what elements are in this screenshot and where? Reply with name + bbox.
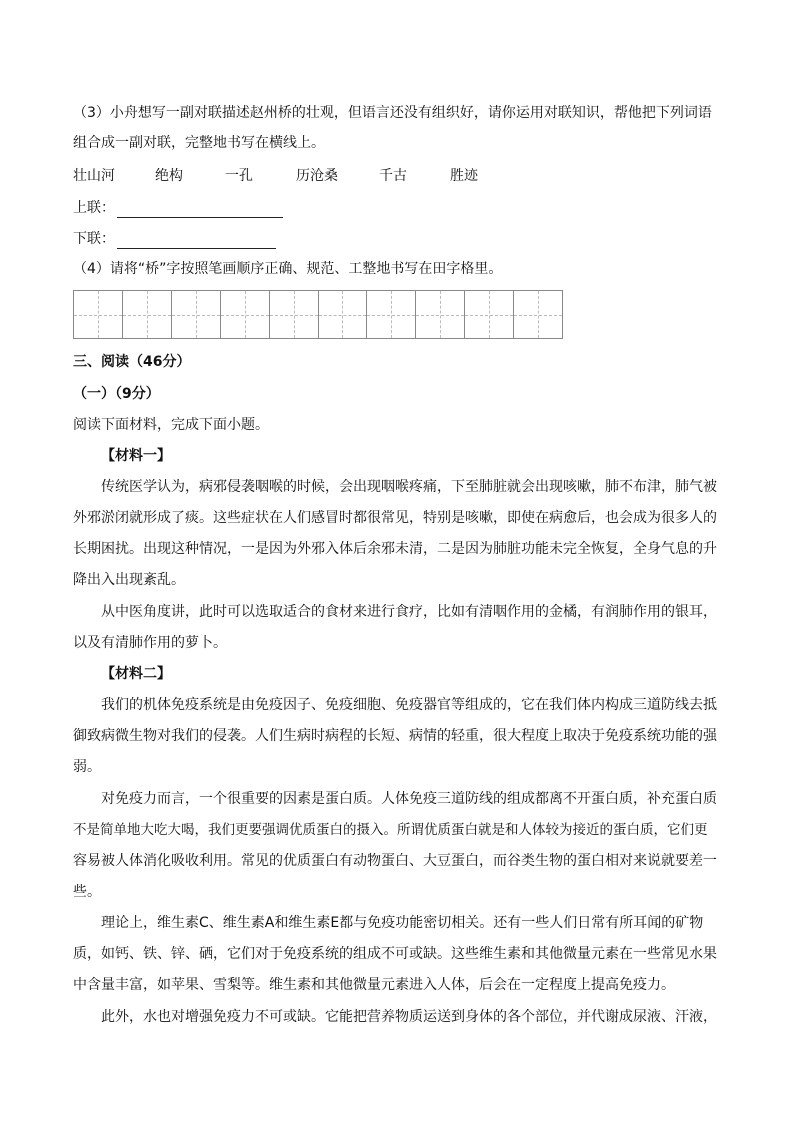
material-2-paragraph-1: 弱。: [73, 759, 101, 775]
word-item: 胜迹: [450, 168, 478, 184]
material-2-paragraph-3: 理论上，维生素C、维生素A和维生素E都与免疫功能密切相关。还有一些人们日常有所耳闻的矿物: [101, 915, 704, 931]
material-1-paragraph-1: 长期困扰。出现这种情况，一是因为外邪入体后余邪未清，二是因为肺脏功能未完全恢复，全身气息的升: [73, 541, 717, 557]
tianzige-cell[interactable]: [270, 291, 319, 338]
material-2-paragraph-4: 此外，水也对增强免疫力不可或缺。它能把营养物质运送到身体的各个部位，并代谢成尿液、汗液，: [101, 1009, 717, 1025]
material-1-paragraph-1: 降出入出现紊乱。: [73, 572, 185, 588]
material-1-paragraph-1: 外邪淤闭就形成了痰。这些症状在人们感冒时都很常见，特别是咳嗽，即使在病愈后，也会成为很多人的: [73, 510, 717, 526]
lower-couplet-answer-line[interactable]: [117, 234, 276, 249]
tianzige-cell[interactable]: [514, 291, 562, 338]
part-1-title: （一）（9分）: [73, 386, 160, 402]
material-2-paragraph-3: 中含量丰富，如苹果、雪梨等。维生素和其他微量元素进入人体，后会在一定程度上提高免疫力。: [73, 977, 675, 993]
upper-couplet-label: 上联：: [73, 200, 115, 216]
word-item: 一孔: [225, 168, 253, 184]
reading-instruction: 阅读下面材料，完成下面小题。: [73, 417, 269, 433]
tianzige-cell[interactable]: [74, 291, 123, 338]
q4-instruction: （4）请将“桥”字按照笔画顺序正确、规范、工整地书写在田字格里。: [73, 261, 503, 277]
lower-couplet-label: 下联：: [73, 231, 115, 247]
q3-line-1: （3）小舟想写一副对联描述赵州桥的壮观，但语言还没有组织好，请你运用对联知识，帮他把下列词语: [73, 105, 712, 121]
tianzige-cell[interactable]: [416, 291, 465, 338]
material-2-paragraph-2: 些。: [73, 884, 101, 900]
material-2-paragraph-2: 不是简单地大吃大喝，我们更要强调优质蛋白的摄入。所谓优质蛋白就是和人体较为接近的蛋白质，它们更: [73, 822, 708, 838]
tianzige-cell[interactable]: [221, 291, 270, 338]
q3-line-2: 组合成一副对联，完整地书写在横线上。: [73, 135, 325, 151]
upper-couplet-answer-line[interactable]: [117, 203, 283, 218]
word-item: 壮山河: [73, 168, 115, 184]
section-3-title: 三、阅读（46分）: [73, 354, 191, 370]
material-2-paragraph-2: 对免疫力而言，一个很重要的因素是蛋白质。人体免疫三道防线的组成都离不开蛋白质，补充蛋白质: [101, 791, 717, 807]
tianzige-cell[interactable]: [319, 291, 368, 338]
upper-couplet-row: [73, 198, 283, 218]
word-item: 千古: [379, 168, 407, 184]
material-2-paragraph-1: 我们的机体免疫系统是由免疫因子、免疫细胞、免疫器官等组成的，它在我们体内构成三道防线去抵: [101, 697, 717, 713]
word-item: 历沧桑: [296, 168, 338, 184]
lower-couplet-row: [73, 229, 276, 249]
tianzige-grid: [73, 290, 563, 339]
material-1-heading: 【材料一】: [101, 448, 171, 464]
material-2-heading: 【材料二】: [101, 666, 171, 682]
tianzige-cell[interactable]: [172, 291, 221, 338]
material-2-paragraph-1: 御致病微生物对我们的侵袭。人们生病时病程的长短、病情的轻重，很大程度上取决于免疫系统功能的强: [73, 728, 717, 744]
tianzige-cell[interactable]: [367, 291, 416, 338]
material-2-paragraph-3: 质，如钙、铁、锌、硒，它们对于免疫系统的组成不可或缺。这些维生素和其他微量元素在一些常见水果: [73, 946, 717, 962]
word-item: 绝构: [155, 168, 183, 184]
material-1-paragraph-1: 传统医学认为，病邪侵袭咽喉的时候，会出现咽喉疼痛，下至肺脏就会出现咳嗽，肺不布津，肺气被: [101, 479, 717, 495]
tianzige-cell[interactable]: [123, 291, 172, 338]
material-1-paragraph-2: 以及有清肺作用的萝卜。: [73, 635, 227, 651]
material-2-paragraph-2: 容易被人体消化吸收利用。常见的优质蛋白有动物蛋白、大豆蛋白，而谷类生物的蛋白相对来说就要差一: [73, 853, 717, 869]
material-1-paragraph-2: 从中医角度讲，此时可以选取适合的食材来进行食疗，比如有清咽作用的金橘，有润肺作用的银耳，: [101, 604, 717, 620]
tianzige-cell[interactable]: [465, 291, 514, 338]
